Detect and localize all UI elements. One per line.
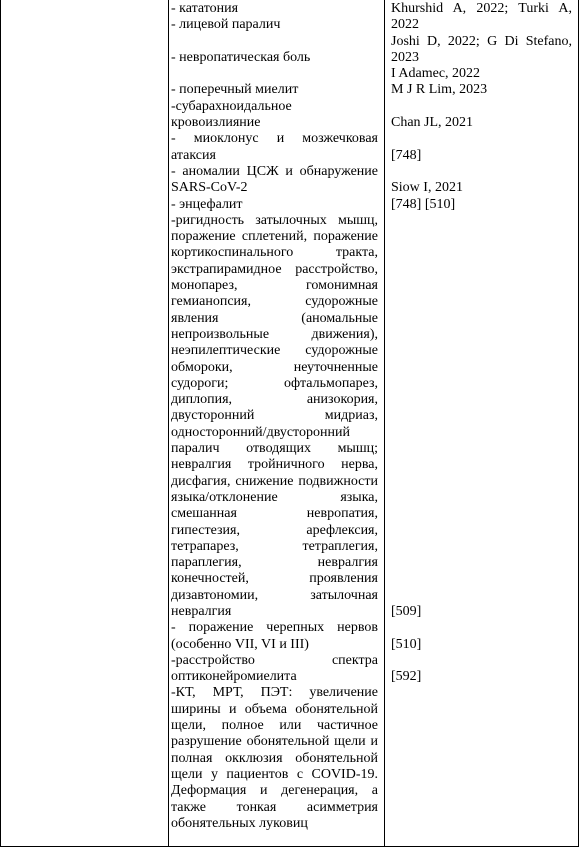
table-border-left (0, 0, 1, 847)
reference-entry: Joshi D, 2022; G Di Stefano, 2023 (391, 33, 572, 65)
manifestation-entry: - невропатическая боль (171, 49, 311, 65)
reference-entry: [592] (391, 669, 422, 685)
manifestation-entry: -субарахноидальное кровоизлияние (171, 98, 292, 131)
table-border-col1 (168, 0, 169, 847)
manifestation-entry: -расстройство спектра оптиконейромиелита (171, 652, 378, 685)
manifestation-entry: - миоклонус и мозжечковая атаксия (171, 131, 378, 163)
manifestation-entry: -КТ, МРТ, ПЭТ: увеличение ширины и объема обонятельной щели, полное или частичное разрушение обонятельной щели и полная окклюзия обонятельной щели у пациентов с COVID-19. Деформация и дегенерация, а также тонкая асимметрия обонятельных луковиц (171, 685, 378, 831)
manifestation-entry: - поражение черепных нервов (особенно VII, VI и III) (171, 620, 378, 652)
reference-entry: [509] (391, 604, 422, 620)
reference-entry: Siow I, 2021 (391, 180, 463, 196)
manifestation-entry: - энцефалит (171, 196, 243, 212)
manifestation-entry: - лицевой паралич (171, 17, 281, 33)
reference-entry: I Adamec, 2022 (391, 66, 481, 82)
manifestation-entry: - поперечный миелит (171, 82, 299, 98)
reference-entry: Khurshid A, 2022; Turki A, 2022 (391, 1, 572, 33)
reference-entry: M J R Lim, 2023 (391, 82, 488, 98)
manifestation-entry: - кататония (171, 1, 239, 16)
reference-entry: [748] (391, 147, 422, 163)
manifestation-entry: -ригидность затылочных мышц, поражение сплетений, поражение кортикоспинального тракта, экстрапирамидное расстройство, монопарез, гомонимная гемианопсия, судорожные явления (аномальные непроизвольные движения), неэпилептические судорожные обмороки, неуточненные судороги; офтальмопарез, диплопия, анизокория, двусторонний мидриаз, односторонний/двусторонний паралич отводящих мышц; невралгия тройничного нерва, дисфагия, снижение подвижности языка/отклонение языка, смешанная невропатия, гипестезия, арефлексия, тетрапарез, тетраплегия, параплегия, невралгия конечностей, проявления дизавтономии, затылочная невралгия (171, 212, 378, 619)
references-column (391, 1, 572, 686)
manifestations-column (171, 1, 378, 832)
reference-entry: Chan JL, 2021 (391, 115, 474, 131)
reference-entry: [510] (391, 636, 422, 652)
manifestation-entry: - аномалии ЦСЖ и обнаружение SARS-CoV-2 (171, 163, 378, 196)
reference-entry: [748] [510] (391, 196, 456, 212)
table-border-col2 (384, 0, 385, 847)
